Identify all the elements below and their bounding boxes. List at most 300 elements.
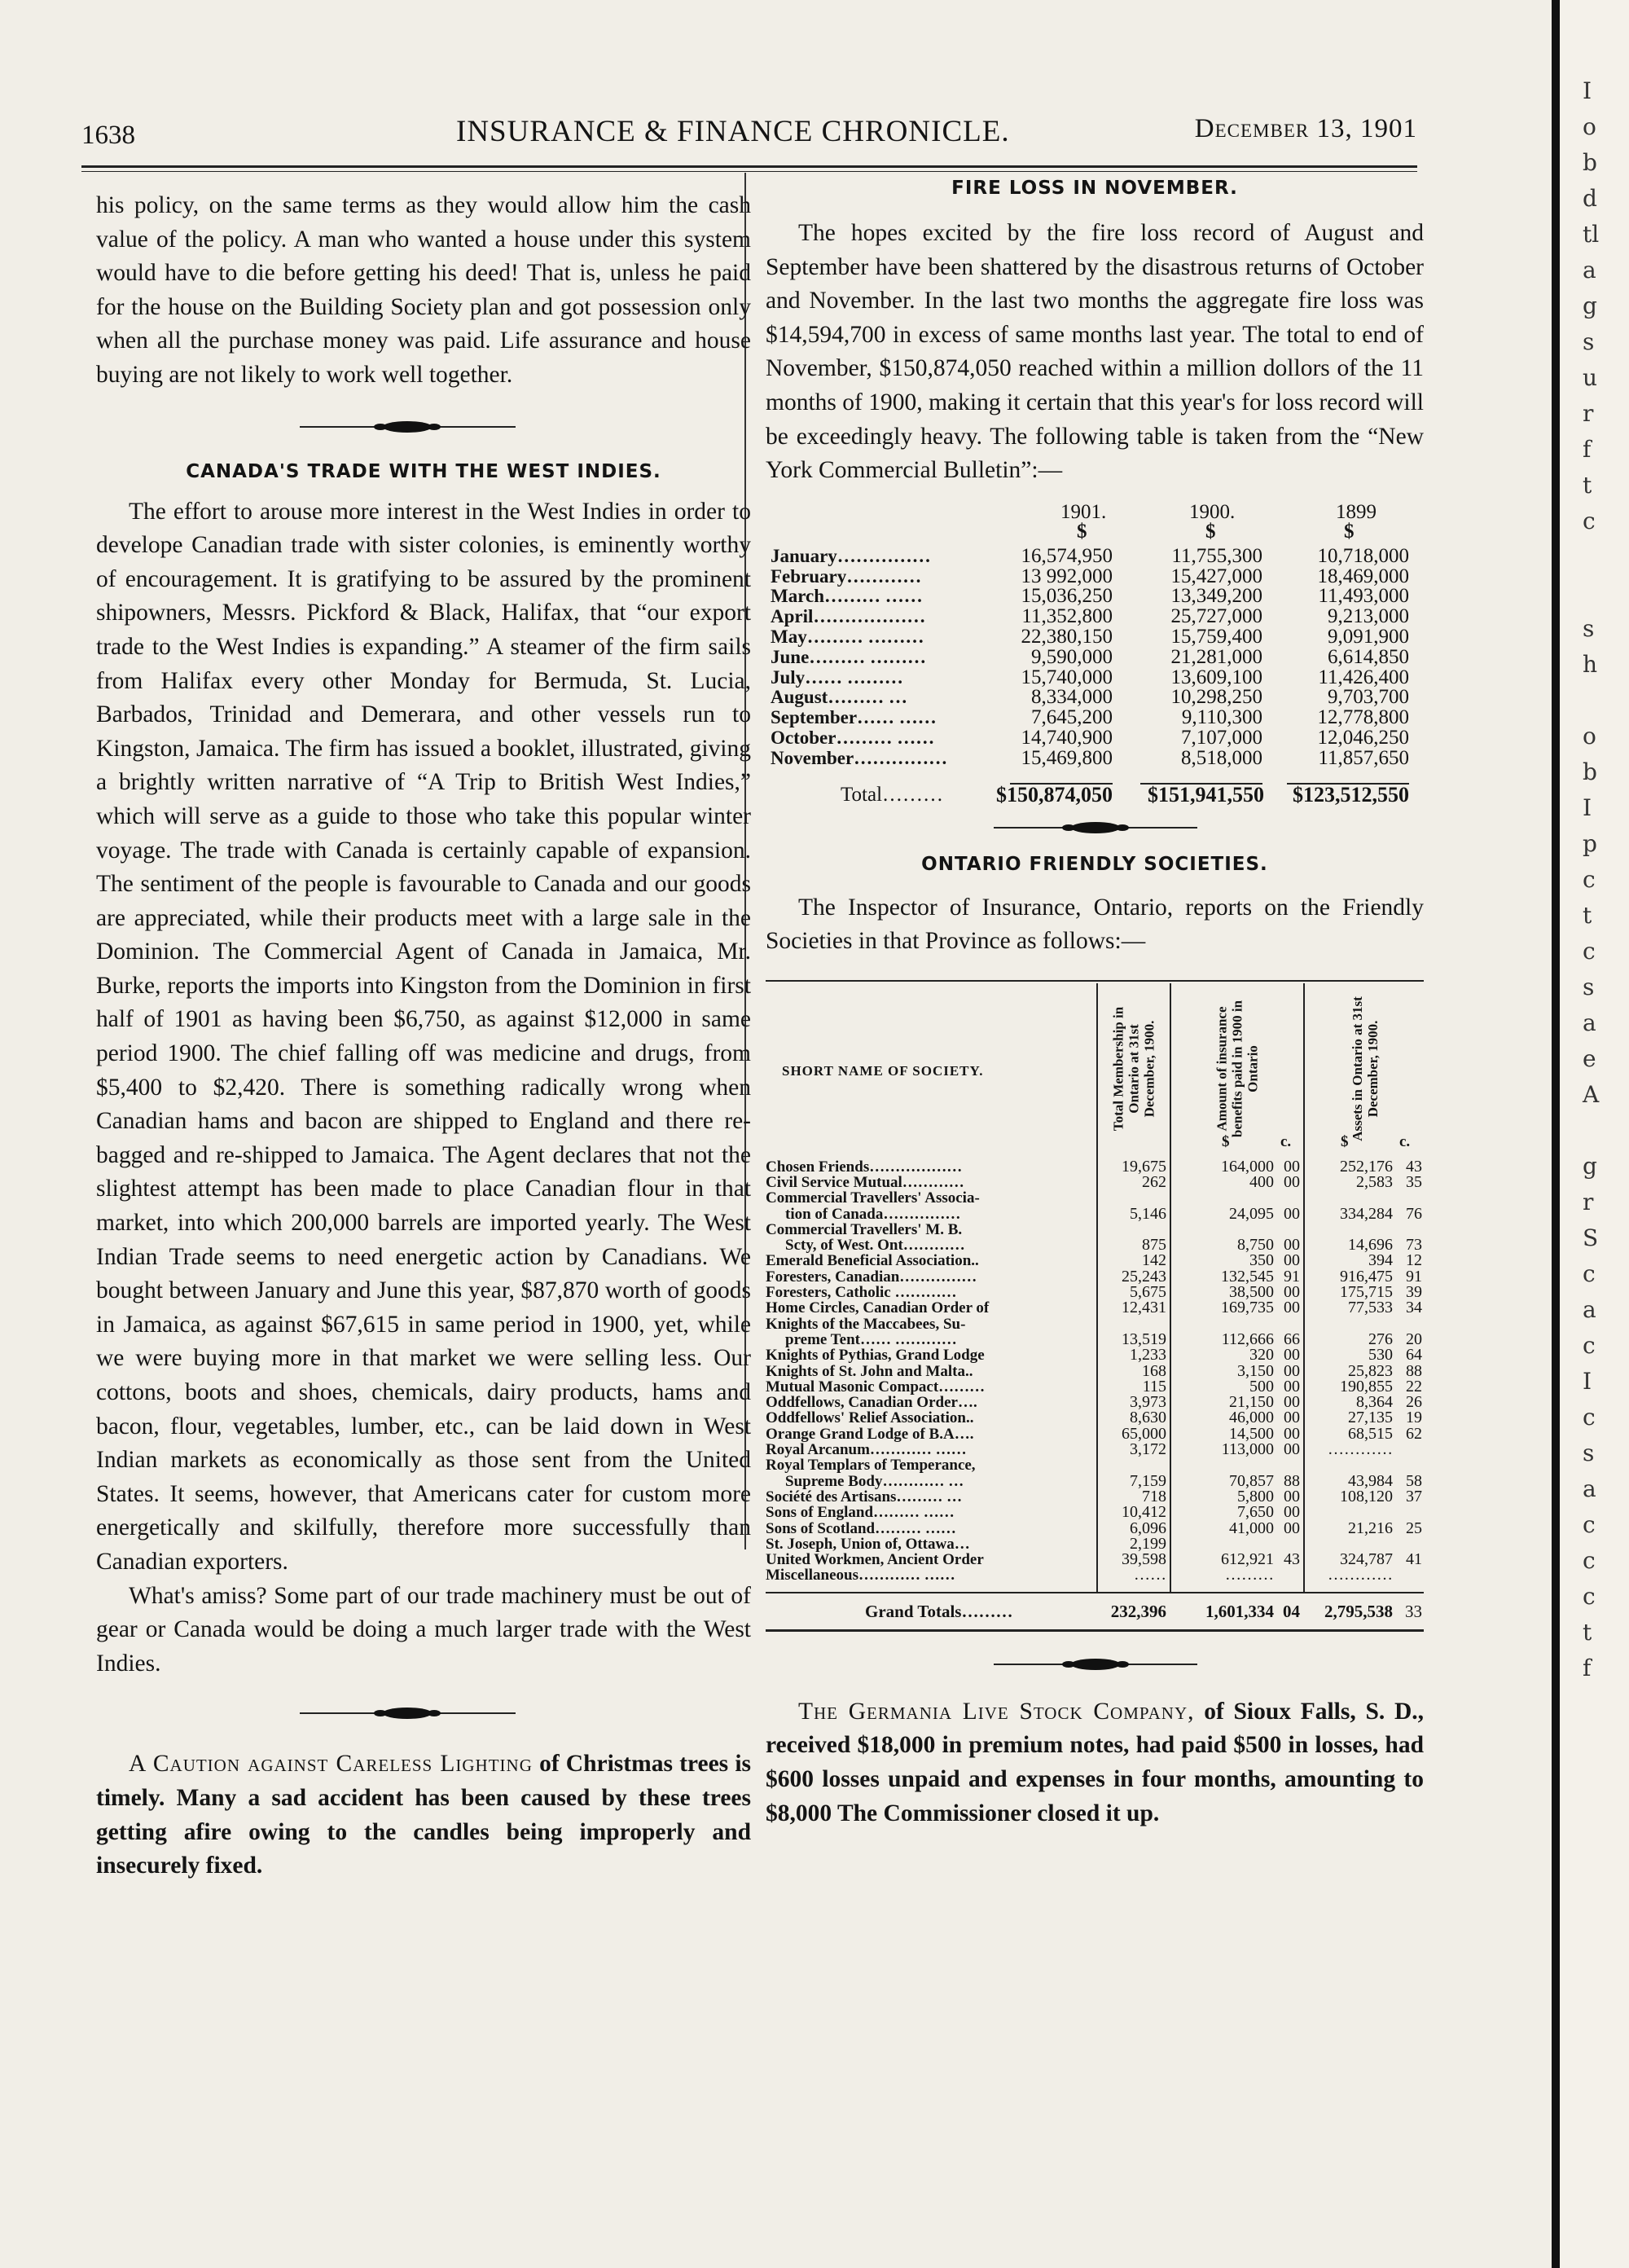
society-amount-cents: 00 <box>1284 1299 1300 1317</box>
society-membership: 65,000 <box>1122 1424 1166 1443</box>
assets-header-cell <box>1303 983 1425 1154</box>
society-assets-cents: 91 <box>1406 1267 1422 1286</box>
month-label: June……… ……… <box>771 646 927 667</box>
society-assets-cents: 20 <box>1406 1330 1422 1348</box>
society-row <box>766 1253 1424 1268</box>
total-1899: $123,512,550 <box>1293 782 1409 807</box>
society-name <box>766 1253 1091 1268</box>
society-row <box>766 1316 1424 1348</box>
society-row <box>766 1300 1424 1316</box>
society-amount-cents: 66 <box>1284 1330 1300 1348</box>
society-row <box>766 1521 1424 1536</box>
adjacent-page-letter: tl <box>1583 221 1600 248</box>
value-1901: 7,645,200 <box>1031 706 1113 729</box>
assets-unit-cents: c. <box>1399 1132 1411 1150</box>
value-1899: 11,493,000 <box>1318 585 1409 608</box>
germania-paragraph <box>766 1695 1424 1831</box>
society-name-line: Miscellaneous………… …… <box>766 1567 955 1585</box>
society-assets-cents: 37 <box>1406 1487 1422 1505</box>
society-name-line: Oddfellows, Canadian Order…. <box>766 1394 977 1412</box>
right-column <box>766 174 1424 1831</box>
adjacent-page-letter: c <box>1583 938 1596 965</box>
society-assets: 252,176 <box>1340 1157 1393 1176</box>
society-amount: 21,150 <box>1229 1393 1274 1412</box>
caution-paragraph <box>96 1747 751 1883</box>
society-membership: 5,675 <box>1130 1283 1166 1302</box>
society-name-continued: tion of Canada…………… <box>785 1205 961 1223</box>
month-label: August……… … <box>771 687 908 708</box>
adjacent-page-letter: r <box>1583 1189 1594 1215</box>
fire-table-row <box>766 627 1424 648</box>
ornament-divider <box>766 818 1424 837</box>
society-row <box>766 1536 1424 1552</box>
total-label: Total……… <box>841 783 944 806</box>
society-amount-cents: 00 <box>1284 1377 1300 1396</box>
value-1900: 13,609,100 <box>1170 666 1262 688</box>
society-amount: 400 <box>1249 1173 1274 1191</box>
society-assets: 190,855 <box>1340 1377 1393 1396</box>
society-name <box>766 1269 1091 1285</box>
society-name-line: Commercial Travellers' M. B. <box>766 1220 963 1238</box>
society-name <box>766 1410 1091 1426</box>
year-1899: 1899 <box>1336 500 1377 523</box>
value-1900: 13,349,200 <box>1170 585 1262 608</box>
society-row <box>766 1395 1424 1410</box>
society-membership: 875 <box>1142 1236 1166 1255</box>
assets-unit-dollar: $ <box>1341 1132 1349 1150</box>
amount-header-cell <box>1170 983 1303 1154</box>
society-amount-cents: 00 <box>1284 1251 1300 1270</box>
adjacent-page-letter: s <box>1583 974 1595 1000</box>
society-assets-cents: 41 <box>1406 1550 1422 1569</box>
society-name-line: Royal Templars of Temperance, <box>766 1457 976 1475</box>
society-assets-cents: 12 <box>1406 1251 1422 1270</box>
amount-header: Amount of insurance benefits paid in 1900 in Ontario <box>1214 1000 1261 1137</box>
society-assets: 530 <box>1368 1346 1393 1365</box>
society-assets-cents: 64 <box>1406 1346 1422 1365</box>
adjacent-page-letter: S <box>1583 1224 1599 1251</box>
society-assets-cents: 35 <box>1406 1173 1422 1191</box>
month-label: April……………… <box>771 606 926 627</box>
society-amount: 14,500 <box>1229 1424 1274 1443</box>
society-membership: 115 <box>1142 1377 1166 1396</box>
total-amount: 1,601,334 <box>1205 1601 1274 1621</box>
ornament-icon <box>766 818 1424 837</box>
society-assets-cents: 25 <box>1406 1519 1422 1537</box>
society-amount-cents: 91 <box>1284 1267 1300 1286</box>
society-amount: 112,666 <box>1221 1330 1274 1348</box>
page-header <box>81 114 1417 155</box>
society-name <box>766 1395 1091 1410</box>
society-row <box>766 1175 1424 1190</box>
ornament-divider <box>766 1655 1424 1674</box>
society-membership: 19,675 <box>1122 1157 1166 1176</box>
society-membership: 168 <box>1142 1361 1166 1380</box>
value-1900: 15,759,400 <box>1170 625 1262 648</box>
society-name-continued: preme Tent…… ………… <box>785 1330 957 1348</box>
adjacent-page-letter: t <box>1583 902 1592 929</box>
society-assets-cents: 19 <box>1406 1409 1422 1427</box>
society-membership: 262 <box>1142 1173 1166 1191</box>
society-amount: 8,750 <box>1237 1236 1274 1255</box>
society-assets-cents: 26 <box>1406 1393 1422 1412</box>
society-assets: 2,583 <box>1356 1173 1393 1191</box>
society-row <box>766 1426 1424 1442</box>
society-amount: 5,800 <box>1237 1487 1274 1505</box>
value-1899: 11,857,650 <box>1318 746 1409 769</box>
friendly-societies-paragraph: The Inspector of Insurance, Ontario, reports on the Friendly Societies in that Province as follows:— <box>766 894 1424 955</box>
adjacent-page-letter <box>1583 575 1629 611</box>
fire-table-row <box>766 587 1424 607</box>
header-rule <box>81 165 1417 168</box>
adjacent-page-letter: b <box>1583 758 1597 785</box>
adjacent-page-letter: b <box>1583 149 1597 176</box>
society-membership: 12,431 <box>1122 1299 1166 1317</box>
society-amount-cents: 00 <box>1284 1173 1300 1191</box>
value-1900: 7,107,000 <box>1181 726 1262 749</box>
adjacent-page-letter: u <box>1583 364 1598 391</box>
society-name <box>766 1300 1091 1316</box>
fire-table-total-row <box>766 777 1424 813</box>
society-membership: 13,519 <box>1122 1330 1166 1348</box>
society-amount-cents: 00 <box>1284 1409 1300 1427</box>
value-1900: 11,755,300 <box>1171 544 1262 567</box>
society-membership: 1,233 <box>1130 1346 1166 1365</box>
society-name <box>766 1190 1091 1222</box>
society-name-line: Sons of England……… …… <box>766 1504 955 1522</box>
society-amount: 24,095 <box>1229 1204 1274 1223</box>
society-membership: 718 <box>1142 1487 1166 1505</box>
society-name <box>766 1175 1091 1190</box>
total-1901: $150,874,050 <box>996 782 1113 807</box>
society-name-line: Commercial Travellers' Associa- <box>766 1189 980 1207</box>
societies-total-row <box>766 1592 1424 1632</box>
society-name <box>766 1285 1091 1300</box>
value-1901: 16,574,950 <box>1021 544 1113 567</box>
society-amount-cents: 00 <box>1284 1283 1300 1302</box>
adjacent-page-letters <box>1583 73 1629 1686</box>
society-name <box>766 1222 1091 1254</box>
society-amount: 612,921 <box>1221 1550 1274 1569</box>
society-name-line: Chosen Friends……………… <box>766 1158 963 1176</box>
society-membership: 7,159 <box>1130 1471 1166 1490</box>
adjacent-page-letter: a <box>1583 1009 1596 1036</box>
friendly-societies-heading: ONTARIO FRIENDLY SOCIETIES. <box>921 853 1268 875</box>
society-membership: …… <box>1134 1566 1166 1585</box>
value-1900: 9,110,300 <box>1181 706 1262 729</box>
year-1900: 1900. <box>1189 500 1236 523</box>
society-amount-cents: 00 <box>1284 1204 1300 1223</box>
society-amount: ……… <box>1225 1566 1274 1585</box>
fire-table-row <box>766 688 1424 708</box>
society-row <box>766 1269 1424 1285</box>
society-amount: 46,000 <box>1229 1409 1274 1427</box>
society-name <box>766 1521 1091 1536</box>
society-assets: 276 <box>1368 1330 1393 1348</box>
continued-article-text: his policy, on the same terms as they would allow him the cash value of the policy. A man who wanted a house under this system would have to die before getting his deed! That is, unless he paid for the house on the Building Society plan and got possession only when all the purchase money was paid. Life assurance and house buying are not likely to work well together. <box>96 192 751 388</box>
society-membership: 2,199 <box>1130 1534 1166 1553</box>
fire-table-row <box>766 728 1424 749</box>
publication-title: INSURANCE & FINANCE CHRONICLE. <box>456 115 1010 148</box>
adjacent-page-letter: c <box>1583 1260 1596 1287</box>
page-number: 1638 <box>81 121 135 150</box>
value-1900: 8,518,000 <box>1181 746 1262 769</box>
society-assets: 916,475 <box>1340 1267 1393 1286</box>
society-membership: 6,096 <box>1130 1519 1166 1537</box>
adjacent-page-letter: t <box>1583 472 1592 499</box>
adjacent-page-letter: s <box>1583 328 1595 355</box>
society-assets-cents: 43 <box>1406 1157 1422 1176</box>
society-membership: 5,146 <box>1130 1204 1166 1223</box>
value-1899: 9,091,900 <box>1328 625 1409 648</box>
adjacent-page-letter: c <box>1583 1332 1596 1359</box>
adjacent-page-letter: o <box>1583 113 1596 140</box>
society-amount-cents: 88 <box>1284 1471 1300 1490</box>
fire-loss-paragraph: The hopes excited by the fire loss record of August and September have been shattered by the disastrous returns of October and November. In the last two months the aggregate fire loss was $14,594,700 in excess of same months last year. The total to end of November, $150,874,050 reached within a million dollors of the 11 months of 1900, making it certain that this year's for loss record will be exceedingly heavy. The following table is taken from the “New York Commercial Bulletin”:— <box>766 220 1424 484</box>
fire-table-row <box>766 708 1424 728</box>
society-name-line: Oddfellows' Relief Association.. <box>766 1409 974 1427</box>
society-name-line: Civil Service Mutual………… <box>766 1174 964 1191</box>
adjacent-page-letter: e <box>1583 1045 1596 1072</box>
total-assets: 2,795,538 <box>1324 1601 1393 1621</box>
fire-loss-table <box>766 501 1424 813</box>
society-assets-cents: 76 <box>1406 1204 1422 1223</box>
society-assets-cents: 73 <box>1406 1236 1422 1255</box>
society-membership: 3,973 <box>1130 1393 1166 1412</box>
adjacent-page-letter: I <box>1583 794 1592 821</box>
month-label: March……… …… <box>771 586 923 607</box>
society-row <box>766 1347 1424 1363</box>
society-name-line: Foresters, Catholic ………… <box>766 1284 957 1302</box>
adjacent-page-letter: p <box>1583 830 1597 857</box>
header-rule-thin <box>81 171 1417 172</box>
society-row <box>766 1379 1424 1395</box>
fire-table-row <box>766 645 1424 668</box>
month-label: November…………… <box>771 747 948 768</box>
society-assets-cents: 88 <box>1406 1361 1422 1380</box>
society-row <box>766 1552 1424 1567</box>
value-1900: 25,727,000 <box>1170 605 1262 628</box>
value-1900: 10,298,250 <box>1170 686 1262 709</box>
society-name <box>766 1347 1091 1363</box>
society-name <box>766 1364 1091 1379</box>
societies-table-header <box>766 980 1424 1154</box>
adjacent-page-letter: s <box>1583 615 1595 642</box>
society-amount-cents: 00 <box>1284 1346 1300 1365</box>
society-assets: 14,696 <box>1348 1236 1393 1255</box>
society-amount: 3,150 <box>1237 1361 1274 1380</box>
west-indies-heading: CANADA'S TRADE WITH THE WEST INDIES. <box>186 460 661 482</box>
month-label: February………… <box>771 565 922 587</box>
adjacent-page-letter: I <box>1583 77 1592 104</box>
value-1899: 12,046,250 <box>1317 726 1409 749</box>
adjacent-page-letter: h <box>1583 651 1598 678</box>
society-amount: 7,650 <box>1237 1503 1274 1522</box>
fire-table-rows <box>766 544 1424 769</box>
society-name-line: Orange Grand Lodge of B.A…. <box>766 1425 974 1443</box>
grand-totals-label: Grand Totals……… <box>865 1601 1013 1621</box>
society-name-line: Foresters, Canadian…………… <box>766 1268 977 1286</box>
adjacent-page-letter: f <box>1583 1655 1592 1681</box>
society-row <box>766 1190 1424 1222</box>
ornament-icon <box>96 417 751 437</box>
society-amount: 164,000 <box>1221 1157 1274 1176</box>
value-1901: 14,740,900 <box>1021 726 1113 749</box>
adjacent-page-letter: t <box>1583 1619 1592 1646</box>
fire-table-row <box>766 567 1424 587</box>
fire-table-header <box>766 501 1424 547</box>
society-membership: 39,598 <box>1122 1550 1166 1569</box>
society-assets: 324,787 <box>1340 1550 1393 1569</box>
adjacent-page-letter: a <box>1583 1296 1596 1323</box>
society-name-line: Mutual Masonic Compact……… <box>766 1378 986 1396</box>
adjacent-page-letter <box>1583 1113 1629 1149</box>
society-membership: 142 <box>1142 1251 1166 1270</box>
month-label: September…… …… <box>771 707 937 728</box>
society-name-line: Société des Artisans……… … <box>766 1488 963 1505</box>
adjacent-page-letter: s <box>1583 1439 1595 1466</box>
society-assets-cents: 39 <box>1406 1283 1422 1302</box>
society-amount: 500 <box>1249 1377 1274 1396</box>
adjacent-page-letter: c <box>1583 1404 1596 1431</box>
society-assets: ………… <box>1328 1566 1393 1585</box>
society-amount-cents: 00 <box>1284 1440 1300 1459</box>
currency-1901: $ <box>1077 520 1087 543</box>
value-1899: 12,778,800 <box>1317 706 1409 729</box>
fire-loss-heading: FIRE LOSS IN NOVEMBER. <box>951 178 1238 199</box>
assets-header: Assets in Ontario at 31st December, 1900. <box>1350 996 1381 1141</box>
value-1901: 8,334,000 <box>1031 686 1113 709</box>
ornament-icon <box>96 1703 751 1723</box>
issue-date: December 13, 1901 <box>1194 114 1417 143</box>
society-assets: 25,823 <box>1348 1361 1393 1380</box>
amount-unit-dollar: $ <box>1222 1132 1230 1150</box>
total-assets-cents: 33 <box>1405 1601 1422 1621</box>
amount-unit-cents: c. <box>1280 1132 1292 1150</box>
ornament-divider <box>96 1703 751 1723</box>
society-assets: 68,515 <box>1348 1424 1393 1443</box>
value-1901: 9,590,000 <box>1031 645 1113 668</box>
adjacent-page-letter: c <box>1583 1547 1596 1574</box>
ornament-icon <box>766 1655 1424 1674</box>
society-name <box>766 1505 1091 1520</box>
adjacent-page-letter: r <box>1583 400 1594 427</box>
value-1899: 18,469,000 <box>1317 565 1409 587</box>
value-1899: 9,703,700 <box>1328 686 1409 709</box>
adjacent-page-edge <box>1552 0 1629 2268</box>
value-1901: 15,469,800 <box>1021 746 1113 769</box>
adjacent-page-letter: f <box>1583 436 1592 463</box>
month-label: October……… …… <box>771 727 935 748</box>
society-name <box>766 1536 1091 1552</box>
value-1899: 10,718,000 <box>1317 544 1409 567</box>
society-row <box>766 1489 1424 1505</box>
value-1899: 11,426,400 <box>1318 666 1409 688</box>
society-amount: 320 <box>1249 1346 1274 1365</box>
adjacent-page-letter: c <box>1583 1583 1596 1610</box>
society-row <box>766 1159 1424 1175</box>
caution-lead: A Caution against Careless Lighting <box>129 1751 533 1778</box>
society-amount: 113,000 <box>1221 1440 1274 1459</box>
society-amount-cents: 00 <box>1284 1487 1300 1505</box>
society-name-continued: Scty, of West. Ont………… <box>785 1237 965 1255</box>
society-name-line: Home Circles, Canadian Order of <box>766 1299 990 1317</box>
month-label: January…………… <box>771 545 931 566</box>
society-membership: 10,412 <box>1122 1503 1166 1522</box>
society-amount: 38,500 <box>1229 1283 1274 1302</box>
value-1900: 21,281,000 <box>1170 645 1262 668</box>
ornament-divider <box>96 417 751 437</box>
society-name <box>766 1379 1091 1395</box>
membership-header: Total Membership in Ontario at 31st December, 1900. <box>1110 1006 1157 1131</box>
friendly-societies-table <box>766 980 1424 1632</box>
society-name-line: Sons of Scotland……… …… <box>766 1519 956 1537</box>
society-name-line: Emerald Beneficial Association.. <box>766 1252 979 1270</box>
society-assets: 77,533 <box>1348 1299 1393 1317</box>
month-label: May……… ……… <box>771 626 924 647</box>
currency-1899: $ <box>1344 520 1355 543</box>
society-membership: 8,630 <box>1130 1409 1166 1427</box>
adjacent-page-letter: c <box>1583 866 1596 893</box>
fire-table-row <box>766 607 1424 627</box>
value-1901: 15,036,250 <box>1021 585 1113 608</box>
society-row <box>766 1361 1424 1380</box>
society-name-continued: Supreme Body………… … <box>785 1472 964 1490</box>
society-name <box>766 1316 1091 1348</box>
adjacent-page-letter: A <box>1583 1081 1600 1108</box>
society-amount: 132,545 <box>1221 1267 1274 1286</box>
society-assets: 175,715 <box>1340 1283 1393 1302</box>
society-assets: 108,120 <box>1340 1487 1393 1505</box>
society-membership: 25,243 <box>1122 1267 1166 1286</box>
society-name <box>766 1159 1091 1175</box>
society-assets: 8,364 <box>1356 1393 1393 1412</box>
society-row <box>766 1222 1424 1254</box>
society-amount-cents: 00 <box>1284 1503 1300 1522</box>
society-amount: 41,000 <box>1229 1519 1274 1537</box>
society-name-line: United Workmen, Ancient Order <box>766 1551 984 1569</box>
society-name <box>766 1442 1091 1457</box>
society-name-header: SHORT NAME OF SOCIETY. <box>782 1062 984 1079</box>
society-amount: 169,735 <box>1221 1299 1274 1317</box>
value-1901: 22,380,150 <box>1021 625 1113 648</box>
west-indies-paragraph-2: What's amiss? Some part of our trade machinery must be out of gear or Canada would be doing a much larger trade with the West Indies. <box>96 1582 751 1677</box>
west-indies-paragraph-1: The effort to arouse more interest in the West Indies in order to develope Canadian trade with sister colonies, is eminently worthy of encouragement. It is gratifying to be assured by the prominent shipowners, Messrs. Pickford & Black, Halifax, that “our export trade to the West Indies is expanding.” A steamer of the firm sails from Halifax every other Monday for Bermuda, St. Lucia, Barbados, Trinidad and Demerara, and other vessels run to Kingston, Jamaica. The firm has issued a booklet, illustrated, giving a brightly written narrative of “A Trip to British West Indies,” which will serve as a guide to those who take this popular winter voyage. The trade with Canada is certainly capable of expansion. The sentiment of the people is favourable to Canada and our goods are appreciated, while their products meet with a large sale in the Dominion. The Commercial Agent of Canada in Jamaica, Mr. Burke, reports the imports into Kingston from the Dominion in first half of 1901 as having been $6,750, as against $12,000 in same period 1900. The chief falling off was medicine and drugs, from $5,400 to $2,420. There is something radically wrong when Canadian hams and bacon are shipped to England and there re-bagged and re-shipped to Jamaica. The Agent declares that not the slightest attempt has been made to place Canadian flour in that market, into which 200,000 barrels are imported yearly. The West Indian Trade seems to need energetic action by Canadians. We bought between January and June this year, $87,870 worth of goods in Jamaica, as against $67,615 in same period in 1900, yet, while we were buying more in that market we were selling less. Our cottons, boots and shoes, chemicals, dairy products, hams and bacon, flour, vegetables, lumber, etc., can be laid down in West Indian markets as economically as those sent from the United States. It seems, however, that Americans cater for custom more energetically and skilfully, therefore more successfully than Canadian exporters. <box>96 498 751 1575</box>
month-label: July…… ……… <box>771 666 903 688</box>
society-membership: 3,172 <box>1130 1440 1166 1459</box>
germania-text: of Sioux Falls, S. D., received $18,000 in premium notes, had paid $500 in losses, had $600 losses unpaid and expenses in four months, amounting to $8,000 The Commissioner closed it up. <box>766 1698 1424 1826</box>
society-amount: 70,857 <box>1229 1471 1274 1490</box>
society-amount-cents: 00 <box>1284 1361 1300 1380</box>
society-name-line: St. Joseph, Union of, Ottawa… <box>766 1535 970 1553</box>
society-assets-cents: 34 <box>1406 1299 1422 1317</box>
caution-text: of Christmas trees is timely. Many a sad accident has been caused by these trees getting afire owing to the candles being improperly and insecurely fixed. <box>96 1751 751 1879</box>
society-name-line: Knights of Pythias, Grand Lodge <box>766 1347 985 1365</box>
society-row <box>766 1410 1424 1426</box>
society-name <box>766 1426 1091 1442</box>
society-amount: 350 <box>1249 1251 1274 1270</box>
value-1899: 6,614,850 <box>1328 645 1409 668</box>
adjacent-page-letter: I <box>1583 1368 1592 1395</box>
society-amount-cents: 43 <box>1284 1550 1300 1569</box>
adjacent-page-letter <box>1583 683 1629 719</box>
society-assets-cents: 58 <box>1406 1471 1422 1490</box>
society-name-line: Knights of the Maccabees, Su- <box>766 1315 966 1333</box>
value-1901: 11,352,800 <box>1021 605 1113 628</box>
value-1900: 15,427,000 <box>1170 565 1262 587</box>
society-row <box>766 1442 1424 1457</box>
currency-1900: $ <box>1205 520 1216 543</box>
